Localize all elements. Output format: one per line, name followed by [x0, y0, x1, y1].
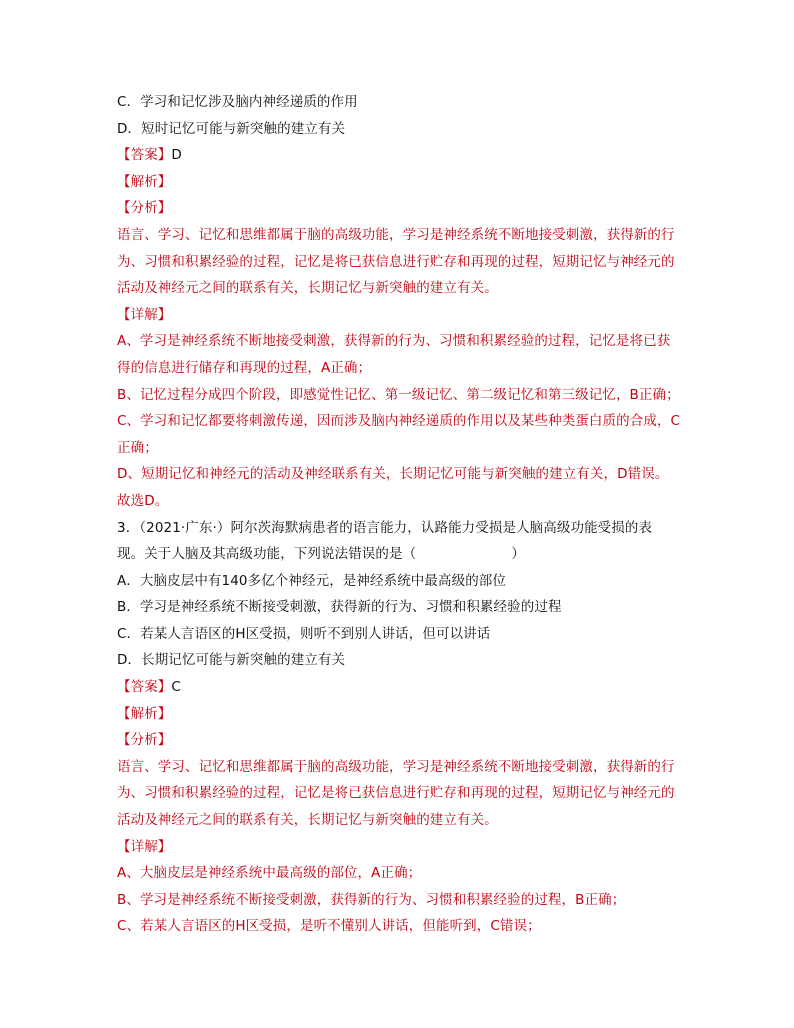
xiangjie-line: C、学习和记忆都要将刺激传递，因而涉及脑内神经递质的作用以及某些种类蛋白质的合成，C	[117, 413, 681, 430]
option-c: C．若某人言语区的H区受损，则听不到别人讲话，但可以讲话	[117, 625, 491, 642]
answer-line	[117, 142, 687, 169]
xiangjie-line: 故选D。	[117, 492, 169, 509]
fenxi-line: 语言、学习、记忆和思维都属于脑的高级功能，学习是神经系统不断地接受刺激，获得新的行	[117, 226, 675, 243]
fenxi-tag: 【分析】	[117, 732, 172, 749]
answer-tag: 【答案】	[117, 147, 172, 164]
answer-value: C	[171, 679, 181, 696]
question-stem: 3．（2021·广东·）阿尔茨海默病患者的语言能力，认路能力受损是人脑高级功能受损的表	[117, 519, 653, 536]
xiangjie-tag: 【详解】	[117, 838, 172, 855]
fenxi-line: 活动及神经元之间的联系有关，长期记忆与新突触的建立有关。	[117, 280, 498, 297]
fenxi-line: 活动及神经元之间的联系有关，长期记忆与新突触的建立有关。	[117, 812, 498, 829]
option-b: B．学习是神经系统不断接受刺激，获得新的行为、习惯和积累经验的过程	[117, 599, 562, 616]
option-a: A．大脑皮层中有140多亿个神经元，是神经系统中最高级的部位	[117, 572, 507, 589]
option-d: D．短时记忆可能与新突触的建立有关	[117, 120, 346, 137]
option-d: D．长期记忆可能与新突触的建立有关	[117, 652, 346, 669]
fenxi-line: 为、习惯和积累经验的过程，记忆是将已获信息进行贮存和再现的过程，短期记忆与神经元的	[117, 253, 675, 270]
document-page	[117, 89, 687, 940]
answer-value: D	[171, 147, 182, 164]
fenxi-line: 语言、学习、记忆和思维都属于脑的高级功能，学习是神经系统不断地接受刺激，获得新的行	[117, 758, 675, 775]
xiangjie-line: C、若某人言语区的H区受损，是听不懂别人讲话，但能听到，C错误；	[117, 918, 541, 935]
option-c: C．学习和记忆涉及脑内神经递质的作用	[117, 94, 358, 110]
fenxi-tag: 【分析】	[117, 200, 172, 217]
xiangjie-line: B、学习是神经系统不断接受刺激，获得新的行为、习惯和积累经验的过程，B正确；	[117, 891, 626, 908]
xiangjie-tag: 【详解】	[117, 306, 172, 323]
xiangjie-line: B、记忆过程分成四个阶段，即感觉性记忆、第一级记忆、第二级记忆和第三级记忆，B正确；	[117, 386, 680, 403]
answer-tag: 【答案】	[117, 679, 172, 696]
xiangjie-line: A、学习是神经系统不断地接受刺激，获得新的行为、习惯和积累经验的过程，记忆是将已获	[117, 333, 671, 350]
xiangjie-line: A、大脑皮层是神经系统中最高级的部位，A正确；	[117, 865, 422, 882]
analysis-tag: 【解析】	[117, 173, 172, 190]
xiangjie-line: D、短期记忆和神经元的活动及神经联系有关，长期记忆可能与新突触的建立有关，D错误。	[117, 466, 669, 483]
fenxi-line: 为、习惯和积累经验的过程，记忆是将已获信息进行贮存和再现的过程，短期记忆与神经元的	[117, 785, 675, 802]
xiangjie-line: 正确；	[117, 439, 158, 456]
question-stem: 现。关于人脑及其高级功能，下列说法错误的是（ ）	[117, 546, 525, 563]
xiangjie-line: 得的信息进行储存和再现的过程，A正确；	[117, 359, 372, 376]
analysis-tag: 【解析】	[117, 705, 172, 722]
answer-line	[117, 674, 687, 701]
